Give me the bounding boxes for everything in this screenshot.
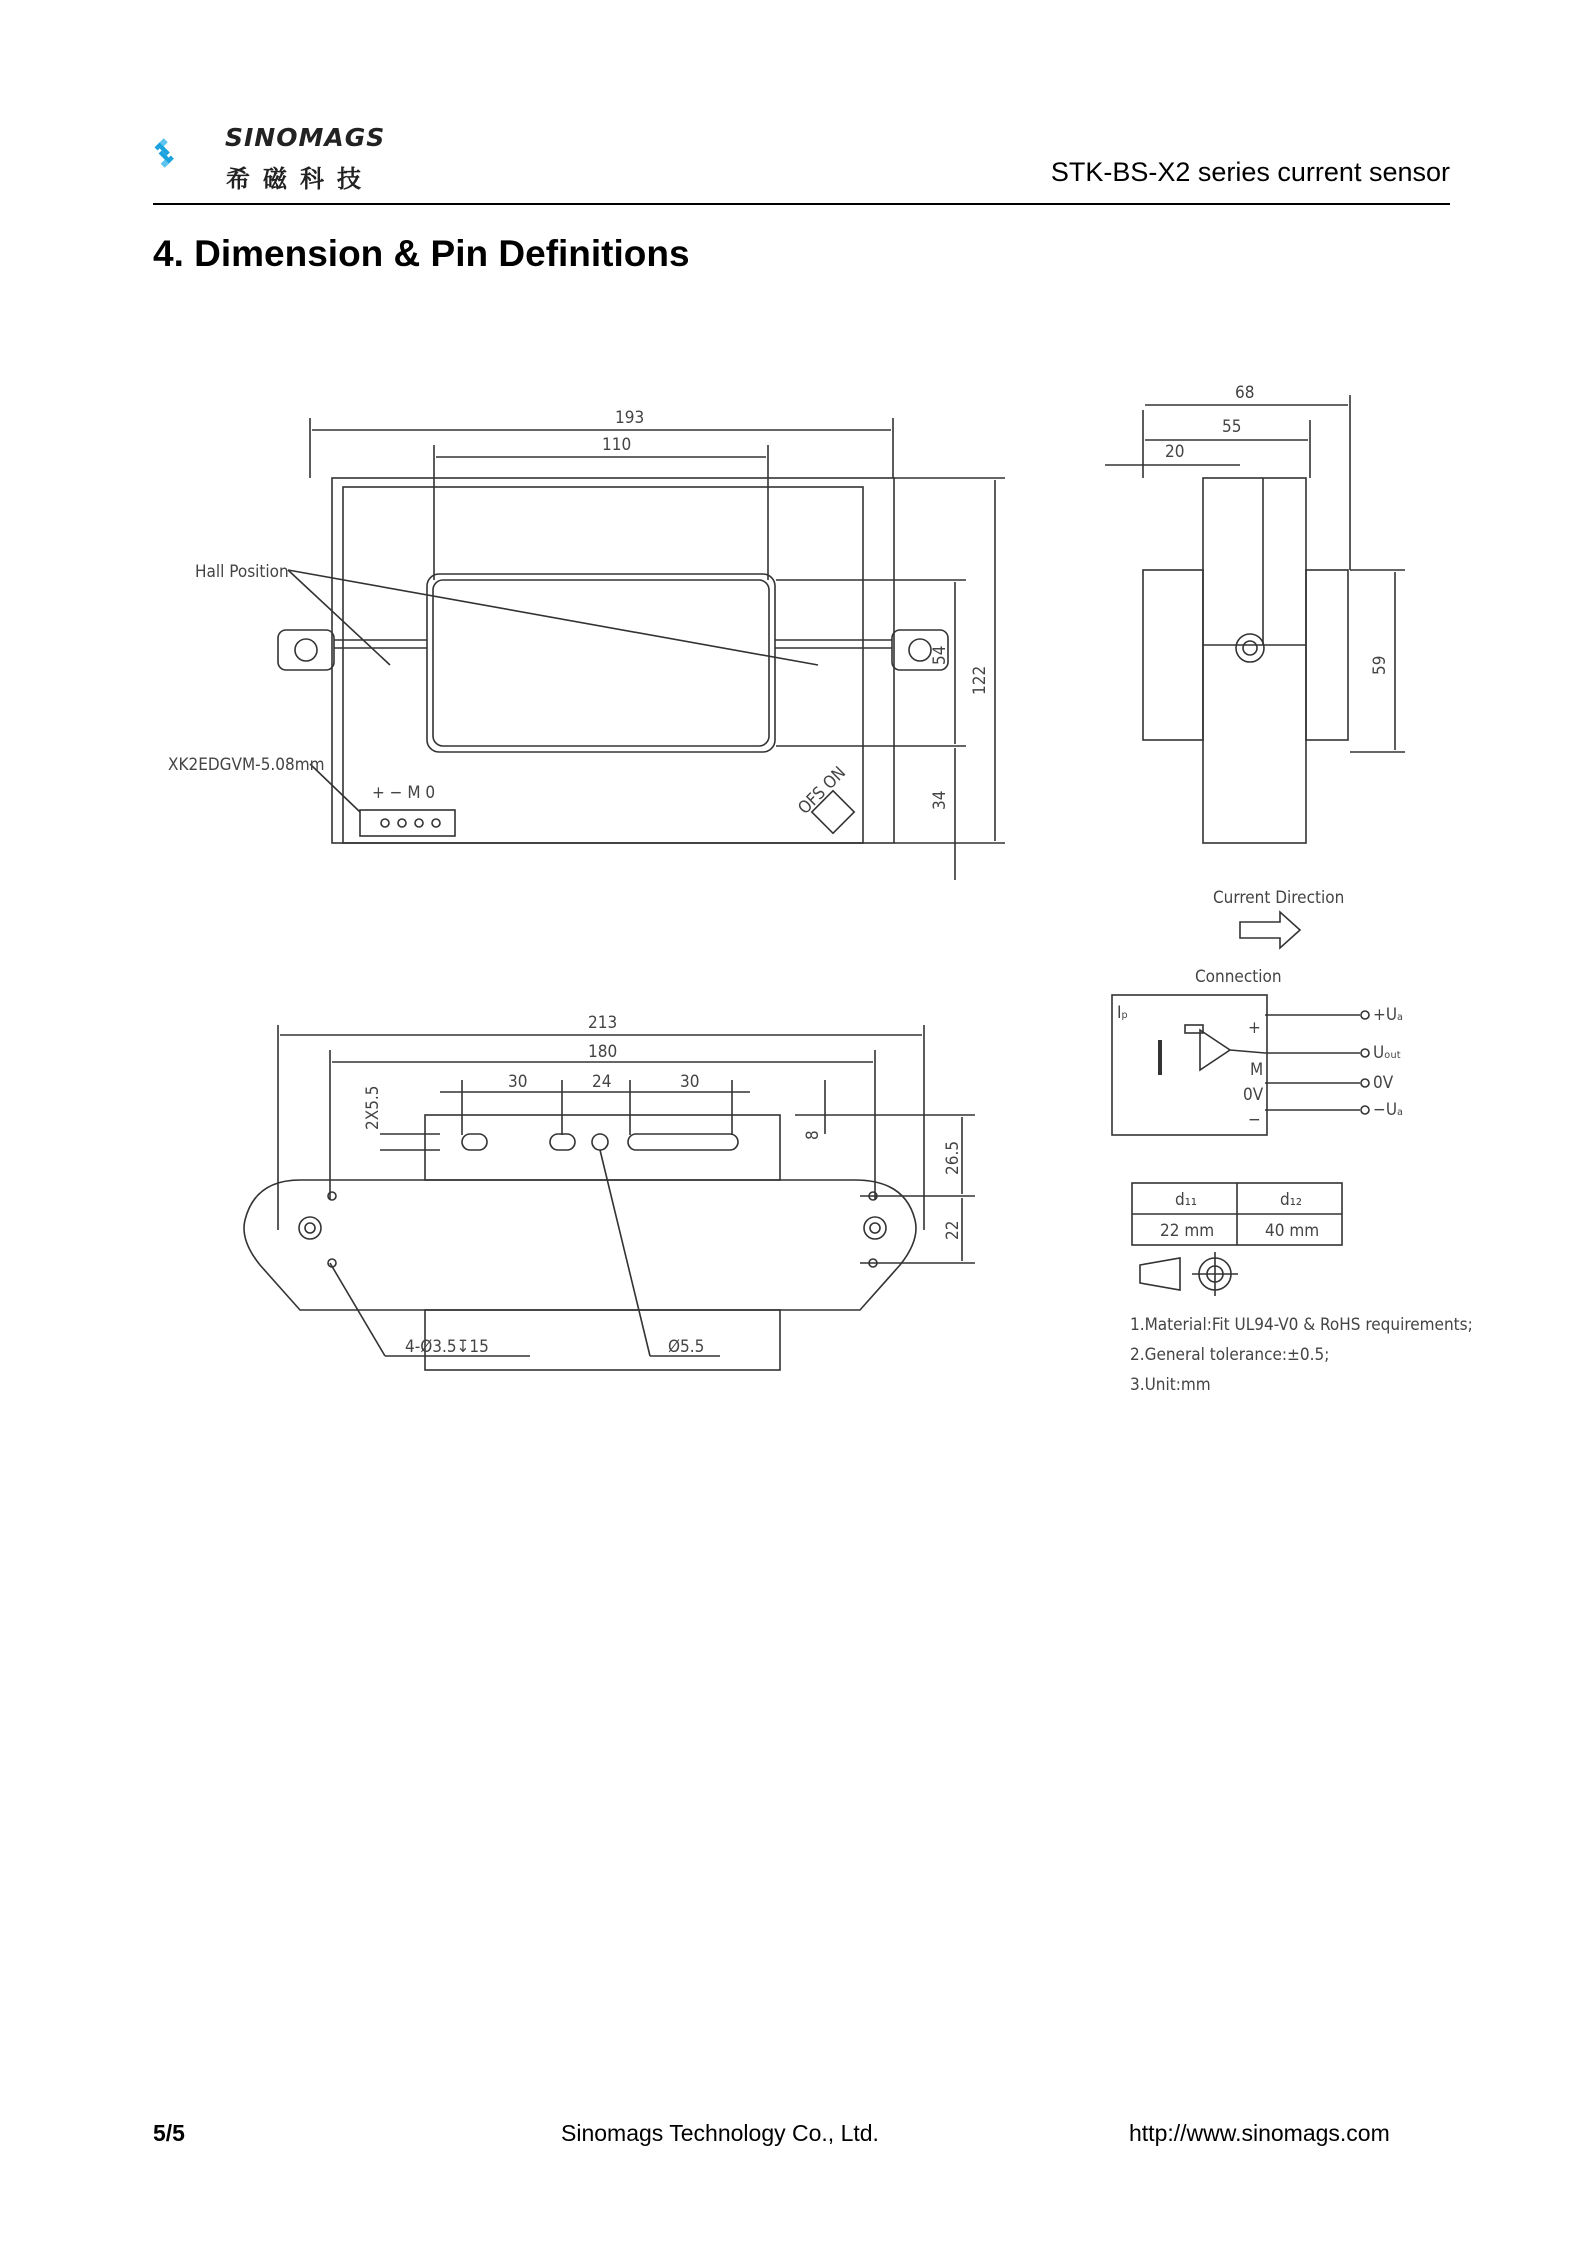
table-header-d12: d₁₂ [1280, 1190, 1302, 1210]
dim-122: 122 [970, 665, 990, 695]
label-connector: XK2EDGVM-5.08mm [168, 755, 325, 775]
dim-30-right: 30 [680, 1072, 700, 1092]
dim-68: 68 [1235, 383, 1255, 403]
label-0v: 0V [1243, 1085, 1264, 1105]
footer-company: Sinomags Technology Co., Ltd. [561, 2120, 879, 2146]
label-minus: − [1248, 1110, 1261, 1130]
dim-55: 55 [1222, 417, 1242, 437]
label-m: M [1250, 1060, 1264, 1080]
pin-minus-ua: −Uₐ [1373, 1100, 1403, 1120]
dim-193: 193 [615, 408, 645, 428]
table-value-d12: 40 mm [1265, 1221, 1320, 1241]
label-mounting-holes: 4-Ø3.5↧15 [405, 1337, 489, 1357]
label-current-direction: Current Direction [1213, 888, 1345, 908]
label-center-hole: Ø5.5 [668, 1337, 705, 1357]
label-ofs-on: OFS ON [794, 762, 850, 819]
connection-title: Connection [1195, 967, 1282, 987]
connection-schematic [1112, 995, 1369, 1296]
dim-24: 24 [592, 1072, 612, 1092]
front-view [278, 418, 1005, 880]
label-pins: + − M 0 [372, 783, 436, 803]
brand-chinese-name: 希磁科技 [226, 165, 374, 193]
label-ip: Iₚ [1117, 1003, 1129, 1023]
dim-180: 180 [588, 1042, 618, 1062]
note-1: 1.Material:Fit UL94-V0 & RoHS requirements; [1130, 1315, 1473, 1335]
dim-110: 110 [602, 435, 632, 455]
dim-2x5-5: 2X5.5 [363, 1085, 383, 1130]
dim-22: 22 [943, 1220, 963, 1240]
table-value-d11: 22 mm [1160, 1221, 1215, 1241]
dim-59: 59 [1370, 655, 1390, 675]
note-2: 2.General tolerance:±0.5; [1130, 1345, 1330, 1365]
pin-plus-ua: +Uₐ [1373, 1005, 1403, 1025]
dim-54: 54 [930, 645, 950, 665]
dim-30-left: 30 [508, 1072, 528, 1092]
side-view [1105, 395, 1405, 948]
dim-8: 8 [803, 1130, 823, 1140]
section-title: 4. Dimension & Pin Definitions [153, 233, 690, 274]
pin-uout: Uₒᵤₜ [1373, 1043, 1402, 1063]
note-3: 3.Unit:mm [1130, 1375, 1211, 1395]
dim-213: 213 [588, 1013, 618, 1033]
document-title: STK-BS-X2 series current sensor [1050, 157, 1450, 187]
footer-url[interactable]: http://www.sinomags.com [1129, 2120, 1390, 2146]
page-number: 5/5 [153, 2120, 185, 2146]
dim-34: 34 [930, 790, 950, 810]
dim-20: 20 [1165, 442, 1185, 462]
table-header-d11: d₁₁ [1175, 1190, 1197, 1210]
label-plus: + [1248, 1018, 1261, 1038]
brand-name: SINOMAGS [225, 123, 386, 152]
dim-26-5: 26.5 [943, 1140, 963, 1175]
pin-0v: 0V [1373, 1073, 1394, 1093]
label-hall-position: Hall Position [195, 562, 289, 582]
